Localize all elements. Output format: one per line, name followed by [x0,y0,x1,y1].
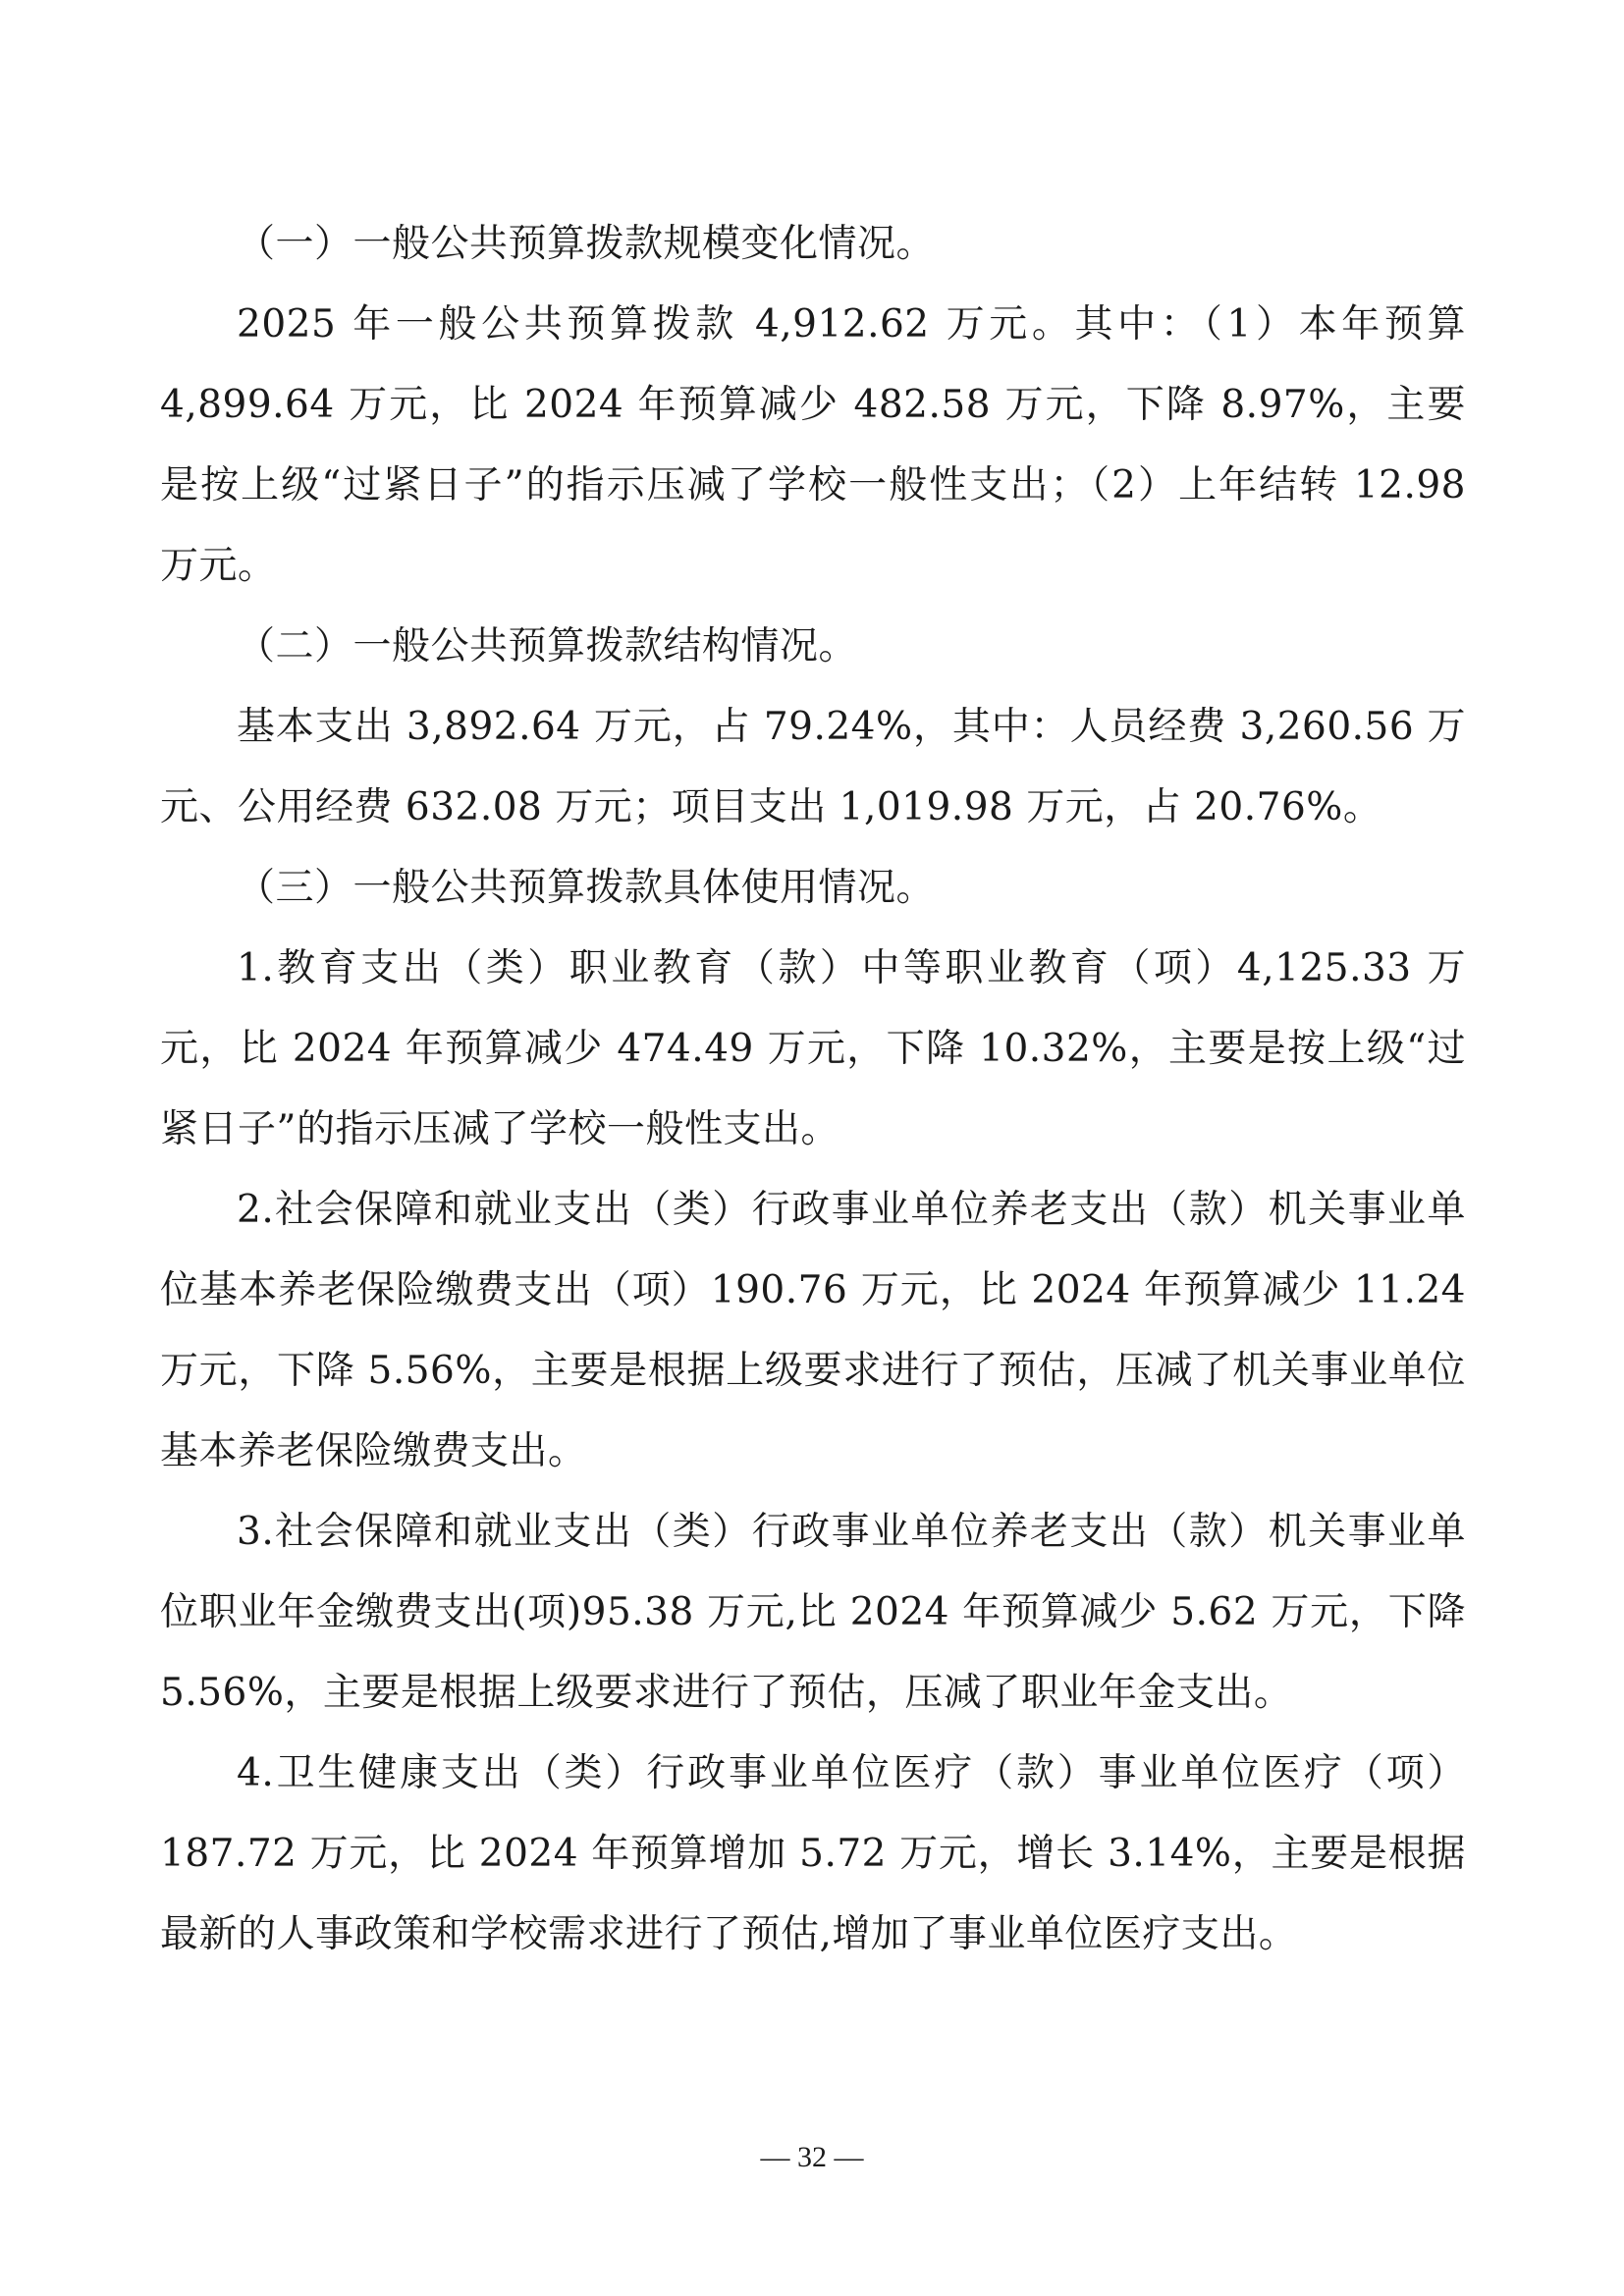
paragraph-occupational-annuity: 3.社会保障和就业支出（类）行政事业单位养老支出（款）机关事业单位职业年金缴费支出(项)95.38 万元,比 2024 年预算减少 5.62 万元，下降 5.56%，主要是根据上级要求进行了预估，压减了职业年金支出。 [160,1510,1466,1715]
page-number: — 32 — [760,2141,864,2173]
document-body [160,204,1466,1975]
paragraph-budget-scale: 2025 年一般公共预算拨款 4,912.62 万元。其中：（1）本年预算 4,899.64 万元，比 2024 年预算减少 482.58 万元，下降 8.97%，主要是按上级“过紧日子”的指示压减了学校一般性支出；（2）上年结转 12.98 万元。 [160,302,1466,588]
paragraph-health-expense: 4.卫生健康支出（类）行政事业单位医疗（款）事业单位医疗（项）187.72 万元，比 2024 年预算增加 5.72 万元，增长 3.14%，主要是根据最新的人事政策和学校需求进行了预估,增加了事业单位医疗支出。 [160,1751,1466,1956]
section-heading-budget-scale: （一）一般公共预算拨款规模变化情况。 [237,222,936,266]
paragraph-education-expense: 1.教育支出（类）职业教育（款）中等职业教育（项）4,125.33 万元，比 2024 年预算减少 474.49 万元，下降 10.32%，主要是按上级“过紧日子”的指示压减了学校一般性支出。 [160,946,1466,1151]
section-heading-budget-structure: （二）一般公共预算拨款结构情况。 [237,624,858,668]
paragraph-budget-structure: 基本支出 3,892.64 万元，占 79.24%，其中：人员经费 3,260.56 万元、公用经费 632.08 万元；项目支出 1,019.98 万元，占 20.76%。 [160,705,1466,829]
section-heading-budget-usage: （三）一般公共预算拨款具体使用情况。 [237,866,936,910]
paragraph-pension-insurance: 2.社会保障和就业支出（类）行政事业单位养老支出（款）机关事业单位基本养老保险缴费支出（项）190.76 万元，比 2024 年预算减少 11.24 万元，下降 5.56%，主要是根据上级要求进行了预估，压减了机关事业单位基本养老保险缴费支出。 [160,1188,1466,1473]
